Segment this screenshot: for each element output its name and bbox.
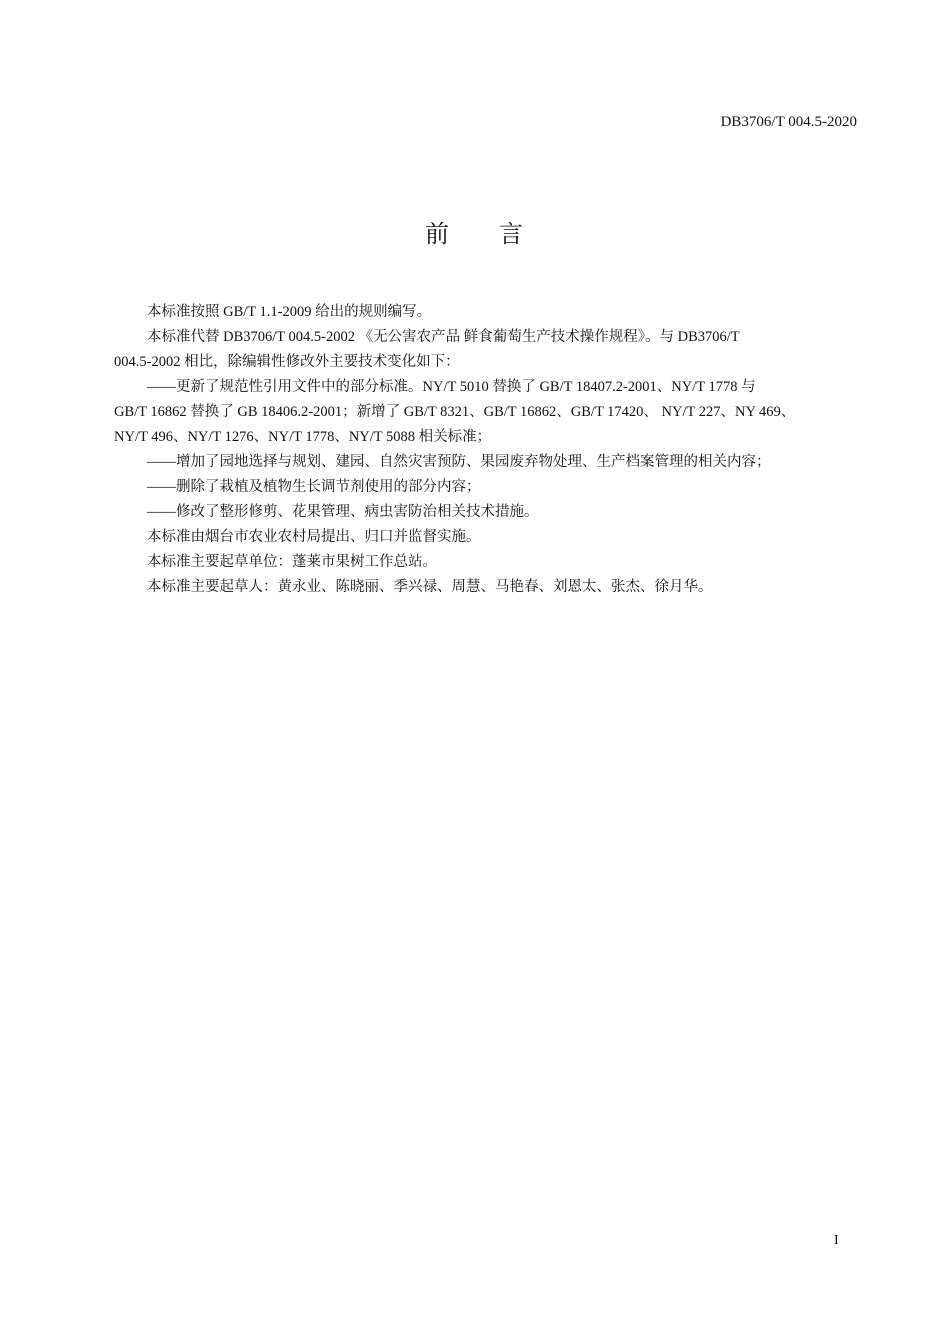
text-line: 004.5-2002 相比，除编辑性修改外主要技术变化如下： <box>114 354 460 370</box>
paragraph-drafting-rules <box>114 300 906 325</box>
title-char-1: 前 <box>425 220 451 248</box>
change-item-deleted <box>114 475 906 500</box>
document-code: DB3706/T 004.5-2020 <box>720 114 857 130</box>
text-line: 本标准主要起草单位：蓬莱市果树工作总站。 <box>147 554 437 570</box>
text-line: 本标准按照 GB/T 1.1-2009 给出的规则编写。 <box>147 304 432 320</box>
text-line: 本标准代替 DB3706/T 004.5-2002 《无公害农产品 鲜食葡萄生产技术操作规程》。与 DB3706/T <box>147 329 740 345</box>
change-item-references <box>114 375 906 450</box>
change-item-modified <box>114 500 906 525</box>
text-line: GB/T 16862 替换了 GB 18406.2-2001；新增了 GB/T 8321、GB/T 16862、GB/T 17420、 NY/T 227、NY 469、 <box>114 404 796 420</box>
text-line: ——修改了整形修剪、花果管理、病虫害防治相关技术措施。 <box>147 504 539 520</box>
paragraph-proposer <box>114 525 906 550</box>
paragraph-drafters <box>114 575 906 600</box>
paragraph-replacement <box>114 325 906 375</box>
paragraph-drafting-unit <box>114 550 906 575</box>
text-line: 本标准主要起草人：黄永业、陈晓丽、季兴禄、周慧、马艳春、刘恩太、张杰、徐月华。 <box>147 579 713 595</box>
text-line: ——更新了规范性引用文件中的部分标准。NY/T 5010 替换了 GB/T 18407.2-2001、NY/T 1778 与 <box>147 379 756 395</box>
text-line: ——增加了园地选择与规划、建园、自然灾害预防、果园废弃物处理、生产档案管理的相关内容； <box>147 454 771 470</box>
text-line: NY/T 496、NY/T 1276、NY/T 1778、NY/T 5088 相关标准； <box>114 429 492 445</box>
title-char-2: 言 <box>499 220 525 248</box>
foreword-body <box>114 300 906 600</box>
page-number: I <box>834 1233 839 1248</box>
change-item-added <box>114 450 906 475</box>
text-line: 本标准由烟台市农业农村局提出、归口并监督实施。 <box>147 529 481 545</box>
text-line: ——删除了栽植及植物生长调节剂使用的部分内容； <box>147 479 481 495</box>
page-title <box>0 214 950 249</box>
